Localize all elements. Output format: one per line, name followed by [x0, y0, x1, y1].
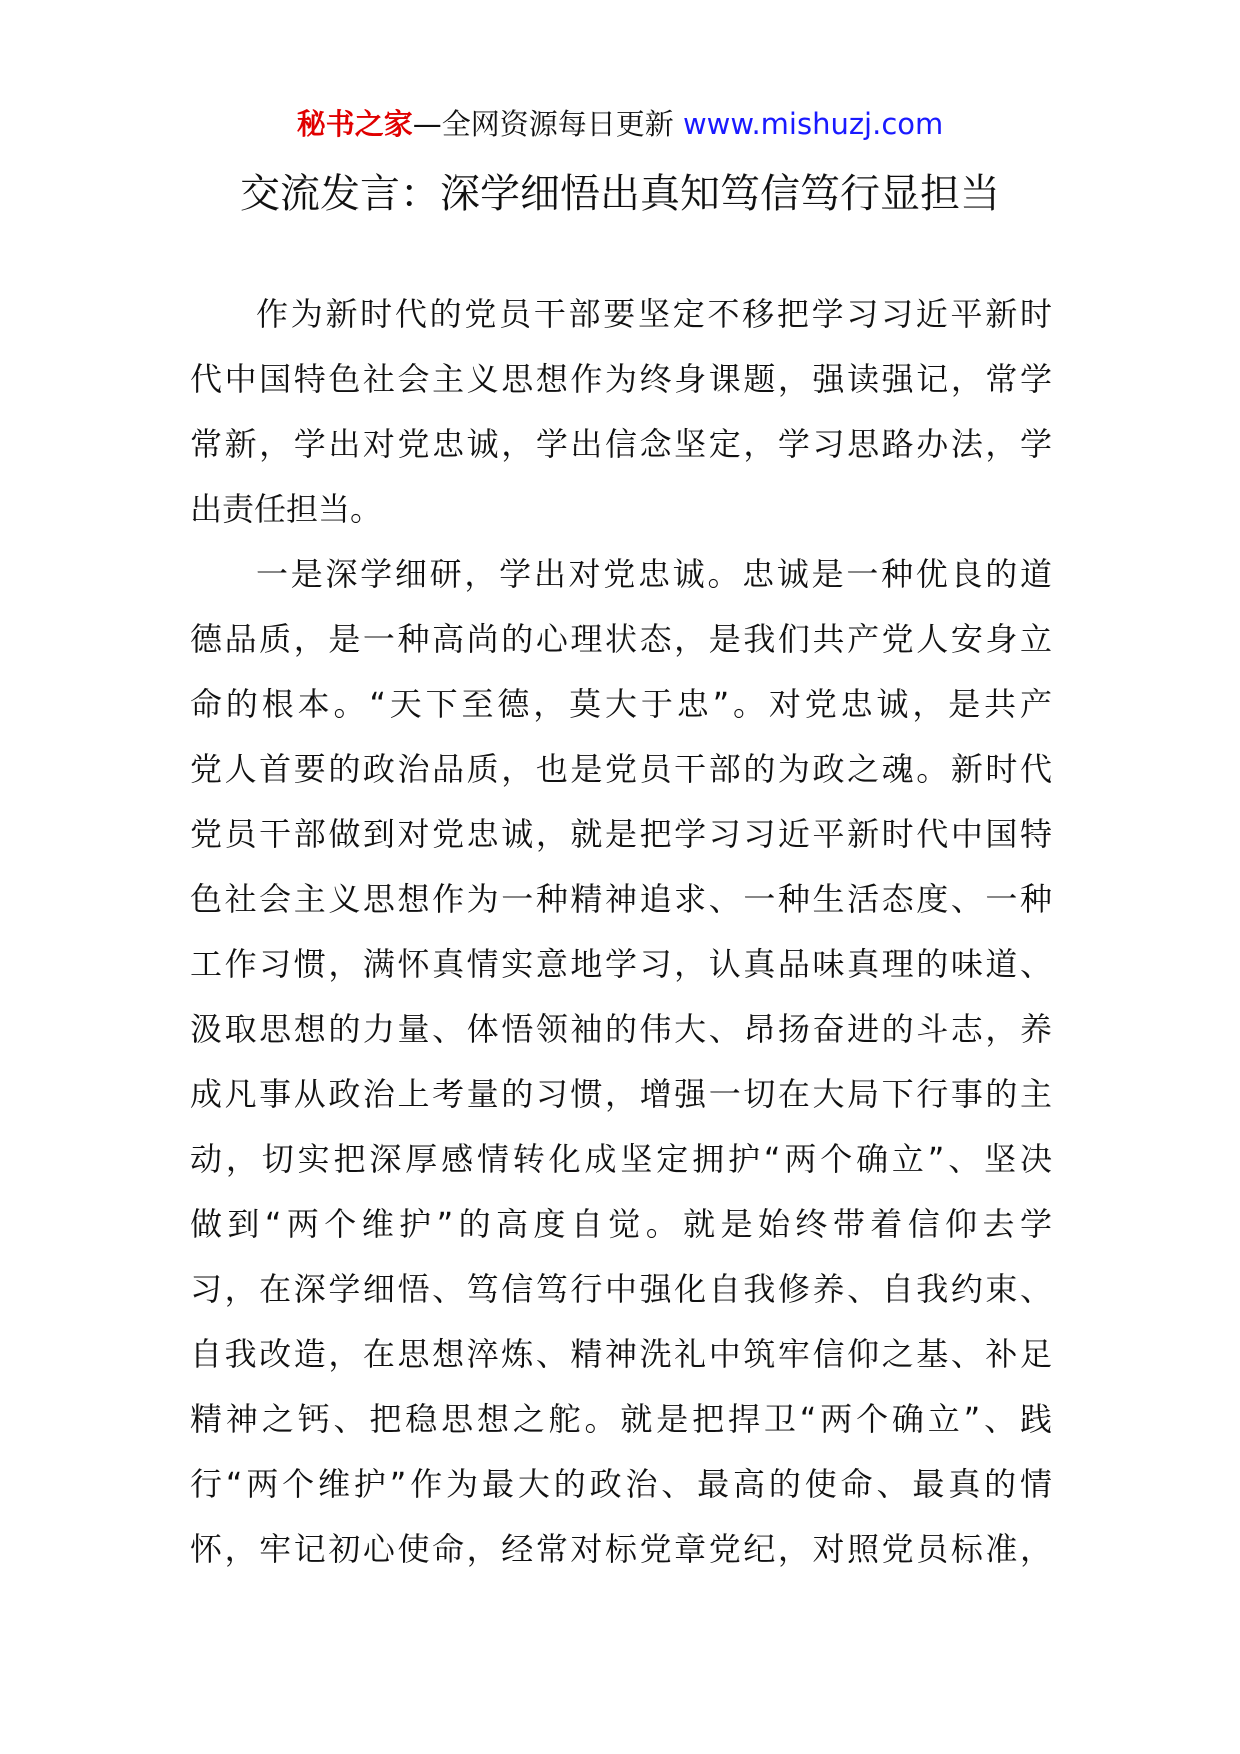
document-body: [190, 292, 1052, 1592]
paragraph-line: 自我改造，在思想淬炼、精神洗礼中筑牢信仰之基、补足: [190, 1335, 1052, 1373]
watermark-header: [0, 104, 1240, 144]
brand-name: 秘书之家: [296, 107, 413, 141]
paragraph-line: 色社会主义思想作为一种精神追求、一种生活态度、一种: [190, 880, 1052, 918]
paragraph-line: 精神之钙、把稳思想之舵。就是把捍卫“两个确立”、践: [190, 1400, 1052, 1438]
paragraph-line: 做到“两个维护”的高度自觉。就是始终带着信仰去学: [190, 1205, 1052, 1243]
header-tagline: —全网资源每日更新: [412, 107, 683, 141]
paragraph-line: 作为新时代的党员干部要坚定不移把学习习近平新时: [256, 295, 1052, 333]
paragraph-line: 德品质，是一种高尚的心理状态，是我们共产党人安身立: [190, 620, 1052, 658]
paragraph-line: 汲取思想的力量、体悟领袖的伟大、昂扬奋进的斗志，养: [190, 1010, 1052, 1048]
paragraph-line: 成凡事从政治上考量的习惯，增强一切在大局下行事的主: [190, 1075, 1052, 1113]
paragraph-line: 代中国特色社会主义思想作为终身课题，强读强记，常学: [190, 360, 1052, 398]
paragraph-line: 一是深学细研，学出对党忠诚。忠诚是一种优良的道: [256, 555, 1052, 593]
paragraph-line: 党人首要的政治品质，也是党员干部的为政之魂。新时代: [190, 750, 1052, 788]
paragraph-line: 习，在深学细悟、笃信笃行中强化自我修养、自我约束、: [190, 1270, 1052, 1308]
site-url: www.mishuzj.com: [682, 107, 944, 141]
paragraph-line: 党员干部做到对党忠诚，就是把学习习近平新时代中国特: [190, 815, 1052, 853]
document-title: 交流发言：深学细悟出真知笃信笃行显担当: [240, 171, 1000, 217]
paragraph-line: 怀，牢记初心使命，经常对标党章党纪，对照党员标准，: [190, 1530, 1052, 1568]
paragraph-line: 常新，学出对党忠诚，学出信念坚定，学习思路办法，学: [190, 425, 1052, 463]
paragraph-line: 动，切实把深厚感情转化成坚定拥护“两个确立”、坚决: [190, 1140, 1052, 1178]
paragraph-line: 行“两个维护”作为最大的政治、最高的使命、最真的情: [190, 1465, 1052, 1503]
paragraph-line: 工作习惯，满怀真情实意地学习，认真品味真理的味道、: [190, 945, 1052, 983]
paragraph-line: 命的根本。“天下至德，莫大于忠”。对党忠诚，是共产: [190, 685, 1052, 723]
paragraph-line: 出责任担当。: [190, 490, 383, 528]
